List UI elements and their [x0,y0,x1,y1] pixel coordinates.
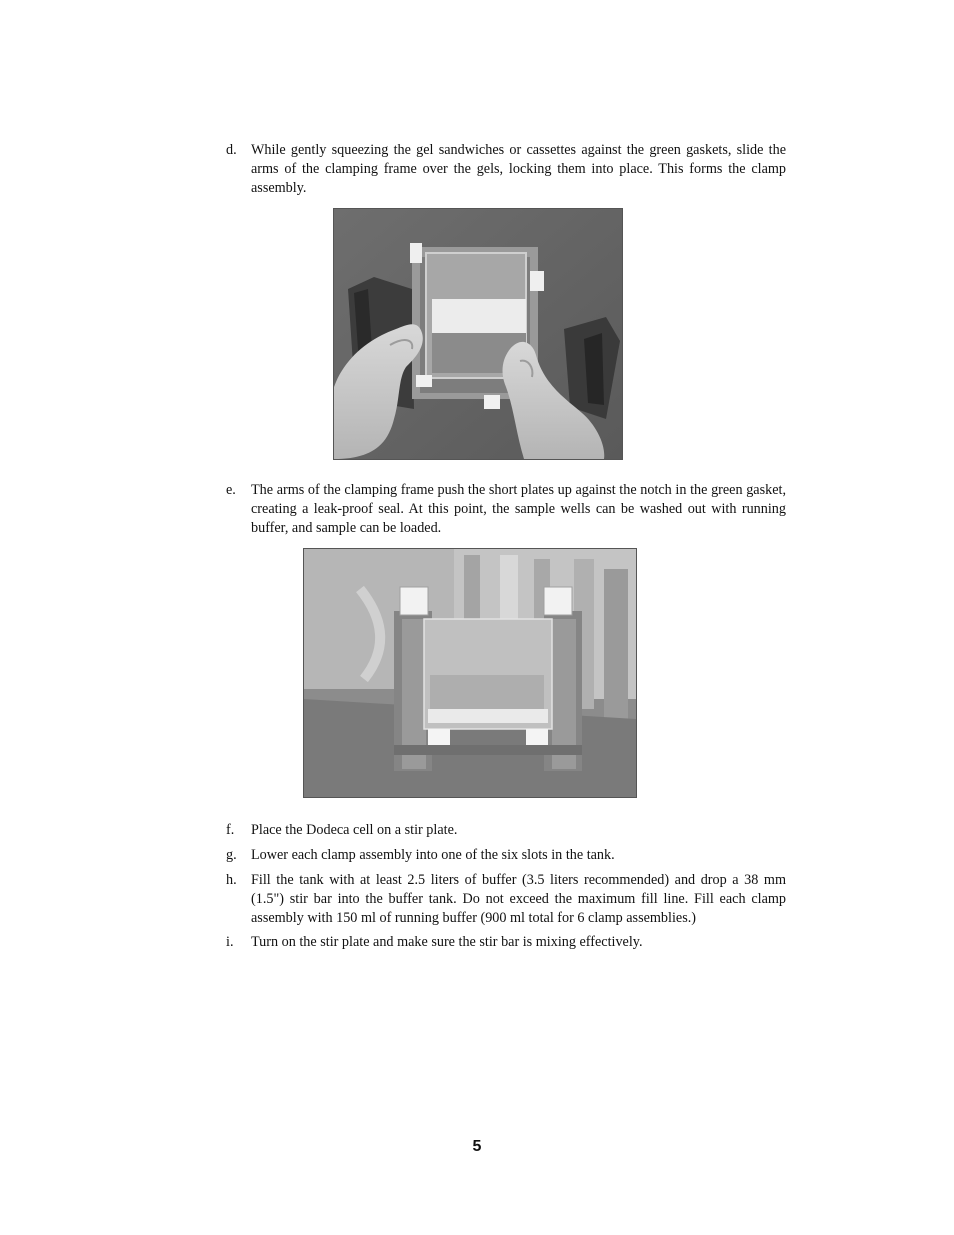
step-marker: e. [226,482,236,498]
photo-clamp-assembly-tank-image [304,549,636,797]
step-text: Place the Dodeca cell on a stir plate. [251,822,458,838]
step-d [226,141,786,197]
step-text: Lower each clamp assembly into one of the six slots in the tank. [251,847,615,863]
step-text: Turn on the stir plate and make sure the stir bar is mixing effectively. [251,934,643,950]
photo-clamp-assembly-tank [303,548,637,798]
step-marker: d. [226,142,237,158]
step-i [226,933,786,952]
step-text: While gently squeezing the gel sandwiches or cassettes against the green gaskets, slide the arms of the clamping frame over the gels, locking them into place. This forms the clamp assembly. [251,142,786,196]
step-g [226,846,786,865]
step-marker: f. [226,822,235,838]
step-f [226,821,786,840]
step-marker: g. [226,847,237,863]
step-marker: i. [226,934,234,950]
step-marker: h. [226,872,237,888]
step-text: The arms of the clamping frame push the short plates up against the notch in the green gasket, creating a leak-proof seal. At this point, the sample wells can be washed out with running buffer, and sample can be loaded. [251,482,786,536]
step-e [226,481,786,537]
step-text: Fill the tank with at least 2.5 liters of buffer (3.5 liters recommended) and drop a 38 mm (1.5") stir bar into the buffer tank. Do not exceed the maximum fill line. Fill each clamp assembly with 150 ml of running buffer (900 ml total for 6 clamp assemblies.) [251,872,786,926]
step-h [226,871,786,927]
photo-clamp-assembly-hands [333,208,623,460]
photo-clamp-assembly-hands-image [334,209,622,459]
page-number: 5 [472,1138,482,1155]
